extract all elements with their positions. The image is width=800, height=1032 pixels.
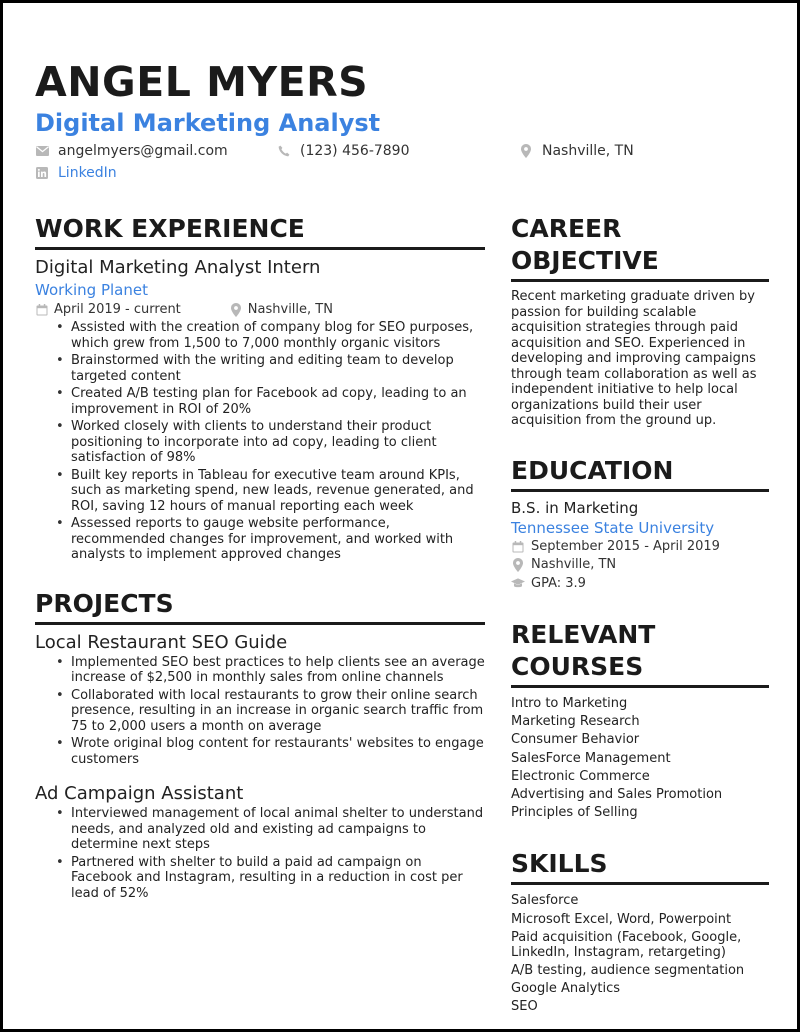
candidate-name: ANGEL MYERS (35, 58, 369, 106)
contact-email (35, 142, 228, 160)
list-item: • Worked closely with clients to understand their product positioning to incorporate into ad copy, leading to client satisfaction of 98% (71, 419, 485, 466)
job-location: Nashville, TN (247, 302, 333, 317)
edu-location: Nashville, TN (531, 557, 617, 572)
project-name: Local Restaurant SEO Guide (35, 631, 288, 653)
list-item: • Wrote original blog content for restaurants' websites to engage customers (71, 736, 485, 767)
list-item: Paid acquisition (Facebook, Google, LinkedIn, Instagram, retargeting) (511, 929, 742, 961)
edu-dates: September 2015 - April 2019 (531, 538, 720, 554)
phone-text: (123) 456-7890 (300, 143, 410, 159)
courses-list (511, 695, 769, 822)
envelope-icon (35, 146, 49, 156)
linkedin-link[interactable]: LinkedIn (58, 165, 117, 181)
map-pin-icon (511, 558, 525, 572)
list-item: • Partnered with shelter to build a paid ad campaign on Facebook and Instagram, resulting in a reduction in cost per lead of 52% (71, 855, 485, 902)
list-item: Principles of Selling (511, 805, 638, 821)
map-pin-icon (229, 303, 243, 317)
skills-heading: SKILLS (511, 848, 769, 885)
contact-linkedin[interactable] (35, 164, 117, 182)
project-bullets (35, 655, 485, 768)
contact-location (519, 142, 634, 160)
right-column (511, 213, 769, 1016)
career-objective-heading: CAREER OBJECTIVE (511, 213, 769, 282)
list-item: SEO (511, 999, 538, 1015)
work-bullets (35, 320, 485, 563)
degree: B.S. in Marketing (511, 498, 639, 517)
job-title: Digital Marketing Analyst Intern (35, 257, 321, 278)
edu-gpa: GPA: 3.9 (531, 575, 586, 591)
calendar-icon (35, 304, 49, 316)
list-item: • Assisted with the creation of company blog for SEO purposes, which grew from 1,500 to 7,000 monthly organic visitors (71, 320, 485, 351)
map-pin-icon (519, 144, 533, 158)
list-item: • Assessed reports to gauge website performance, recommended changes for improvement, and worked with analysts to implement approved changes (71, 516, 485, 563)
candidate-role: Digital Marketing Analyst (35, 109, 381, 137)
list-item: SalesForce Management (511, 750, 671, 766)
school-name: Tennessee State University (511, 518, 715, 537)
email-text: angelmyers@gmail.com (58, 143, 228, 159)
project-name: Ad Campaign Assistant (35, 783, 244, 804)
list-item: • Interviewed management of local animal shelter to understand needs, and analyzed old and existing ad campaigns to determine next steps (71, 806, 485, 853)
edu-gpa-row (511, 575, 769, 594)
contact-phone (277, 142, 410, 160)
graduation-cap-icon (511, 578, 525, 589)
list-item: Google Analytics (511, 981, 621, 997)
left-column (35, 213, 485, 903)
company-name: Working Planet (35, 281, 148, 299)
list-item: Microsoft Excel, Word, Powerpoint (511, 911, 732, 927)
list-item: Intro to Marketing (511, 696, 628, 711)
objective-text: Recent marketing graduate driven by passion for building scalable acquisition strategies through paid acquisition and SEO. Experienced in developing and improving campaigns through team collaboration as well as independent initiative to help local organizations build their user acquisition from the ground up. (511, 289, 757, 428)
edu-location-row (511, 556, 769, 575)
list-item: • Collaborated with local restaurants to grow their online search presence, resulting in an increase in organic search traffic from 75 to 2,000 users a month on average (71, 688, 485, 735)
list-item: Advertising and Sales Promotion (511, 787, 723, 803)
resume-page (3, 3, 797, 1029)
education-heading: EDUCATION (511, 455, 769, 492)
list-item: Salesforce (511, 893, 579, 909)
list-item: Marketing Research (511, 714, 640, 730)
list-item: A/B testing, audience segmentation (511, 962, 745, 978)
list-item: • Implemented SEO best practices to help clients see an average increase of $2,500 in monthly sales from online channels (71, 655, 485, 686)
calendar-icon (511, 541, 525, 553)
linkedin-icon (35, 167, 49, 179)
edu-dates-row (511, 538, 769, 557)
list-item: • Brainstormed with the writing and editing team to develop targeted content (71, 353, 485, 384)
job-meta (35, 301, 485, 319)
list-item: • Created A/B testing plan for Facebook ad copy, leading to an improvement in ROI of 20% (71, 386, 485, 417)
phone-icon (277, 145, 291, 157)
skills-list (511, 892, 769, 1016)
list-item: Electronic Commerce (511, 768, 650, 784)
list-item: Consumer Behavior (511, 732, 640, 748)
work-experience-heading: WORK EXPERIENCE (35, 213, 485, 250)
list-item: • Built key reports in Tableau for executive team around KPIs, such as marketing spend, new leads, revenue generated, and ROI, saving 12 hours of manual reporting each week (71, 468, 485, 515)
location-text: Nashville, TN (542, 143, 634, 159)
relevant-courses-heading: RELEVANT COURSES (511, 619, 769, 688)
job-dates: April 2019 - current (54, 302, 181, 317)
project-bullets (35, 806, 485, 901)
projects-heading: PROJECTS (35, 588, 485, 625)
